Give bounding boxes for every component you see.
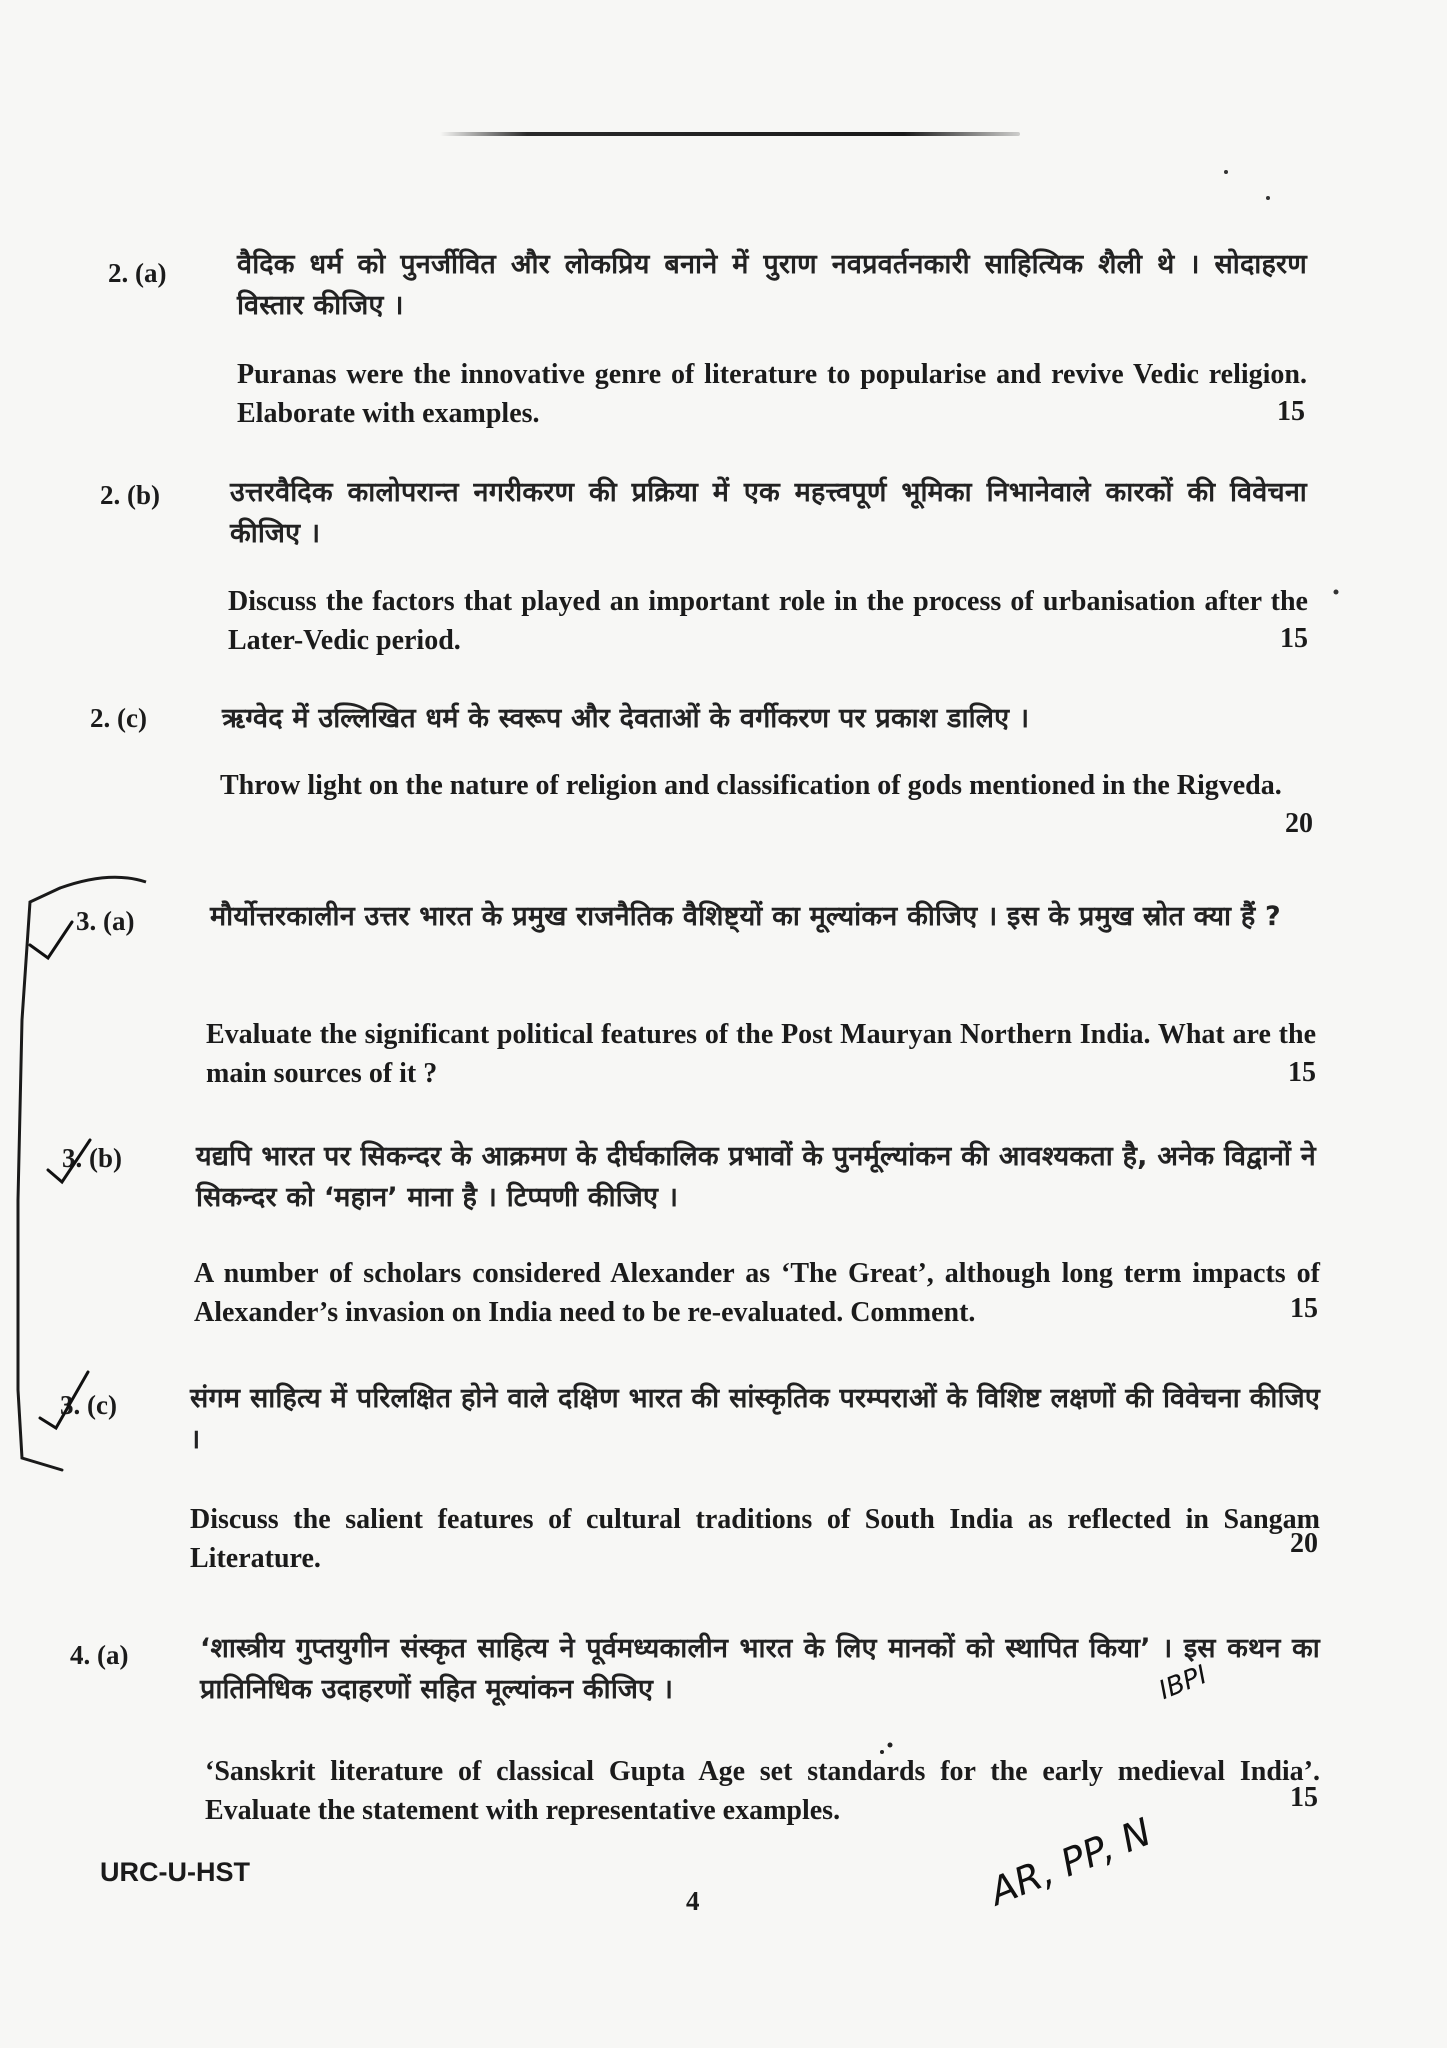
question-english: Discuss the salient features of cultural traditions of South India as reflected in Sangam Literature. (190, 1504, 1320, 1574)
question-marks: 15 (1290, 1782, 1318, 1813)
question-english: Throw light on the nature of religion and classification of gods mentioned in the Rigveda. (220, 770, 1282, 801)
question-marks: 15 (1288, 1057, 1316, 1088)
question-number: 2. (c) (90, 703, 147, 733)
question-english: A number of scholars considered Alexander as ‘The Great’, although long term impacts of Alexander’s invasion on India need to be re-evaluated. Comment. (194, 1258, 1320, 1328)
question-hindi: ‘शास्त्रीय गुप्तयुगीन संस्कृत साहित्य ने पूर्वमध्यकालीन भारत के लिए मानकों को स्थापित किया’ । इस कथन का प्रातिनिधिक उदाहरणों सहित मूल्यांकन कीजिए । (200, 1633, 1320, 1705)
question-english: Puranas were the innovative genre of literature to popularise and revive Vedic religion. Elaborate with examples. (237, 359, 1307, 429)
top-rule (440, 132, 1020, 136)
question-hindi: उत्तरवैदिक कालोपरान्त नगरीकरण की प्रक्रिया में एक महत्त्वपूर्ण भूमिका निभानेवाले कारकों की विवेचना कीजिए । (230, 477, 1307, 549)
question-number: 2. (a) (108, 258, 167, 288)
bracket-top-stroke (60, 877, 146, 888)
handwritten-initials: AR, PP, N (983, 1809, 1158, 1914)
question-number: 3. (b) (62, 1143, 122, 1173)
question-number: 3. (c) (60, 1390, 117, 1420)
question-english: ‘Sanskrit literature of classical Gupta Age set standards for the early medieval India’. Evaluate the statement with representative examples. (205, 1756, 1320, 1826)
question-english: Evaluate the significant political features of the Post Mauryan Northern India. What are the main sources of it ? (206, 1019, 1316, 1089)
question-number: 4. (a) (70, 1640, 129, 1670)
question-number: 2. (b) (100, 480, 160, 510)
question-hindi: संगम साहित्य में परिलक्षित होने वाले दक्षिण भारत की सांस्कृतिक परम्पराओं के विशिष्ट लक्षणों की विवेचना कीजिए । (190, 1383, 1320, 1455)
handwritten-mark-4a: IBPI (1154, 1659, 1212, 1706)
question-marks: 15 (1280, 623, 1308, 654)
pen-dot (1334, 590, 1339, 595)
question-marks: 20 (1285, 808, 1313, 839)
question-marks: 15 (1277, 396, 1305, 427)
question-hindi: मौर्योत्तरकालीन उत्तर भारत के प्रमुख राजनैतिक वैशिष्ट्यों का मूल्यांकन कीजिए । इस के प्रमुख स्रोत क्या हैं ? (210, 901, 1281, 932)
question-number: 3. (a) (76, 906, 135, 936)
question-marks: 20 (1290, 1528, 1318, 1559)
pen-dot (1224, 170, 1228, 174)
question-hindi: वैदिक धर्म को पुनर्जीवित और लोकप्रिय बनाने में पुराण नवप्रवर्तनकारी साहित्यिक शैली थे । सोदाहरण विस्तार कीजिए । (237, 249, 1307, 321)
question-marks: 15 (1290, 1293, 1318, 1324)
question-hindi: यद्यपि भारत पर सिकन्दर के आक्रमण के दीर्घकालिक प्रभावों के पुनर्मूल्यांकन की आवश्यकता है, अनेक विद्वानों ने सिकन्दर को ‘महान’ माना है । टिप्पणी कीजिए । (196, 1141, 1316, 1213)
paper-code: URC-U-HST (100, 1857, 250, 1887)
question-english: Discuss the factors that played an important role in the process of urbanisation after the Later-Vedic period. (228, 586, 1308, 656)
pen-dot (1266, 196, 1270, 200)
pen-dot (888, 1743, 893, 1748)
question-hindi: ऋग्वेद में उल्लिखित धर्म के स्वरूप और देवताओं के वर्गीकरण पर प्रकाश डालिए । (222, 703, 1030, 734)
tick-mark-3a (30, 922, 72, 958)
page-number: 4 (686, 1886, 700, 1916)
bracket-mark (18, 888, 62, 1470)
